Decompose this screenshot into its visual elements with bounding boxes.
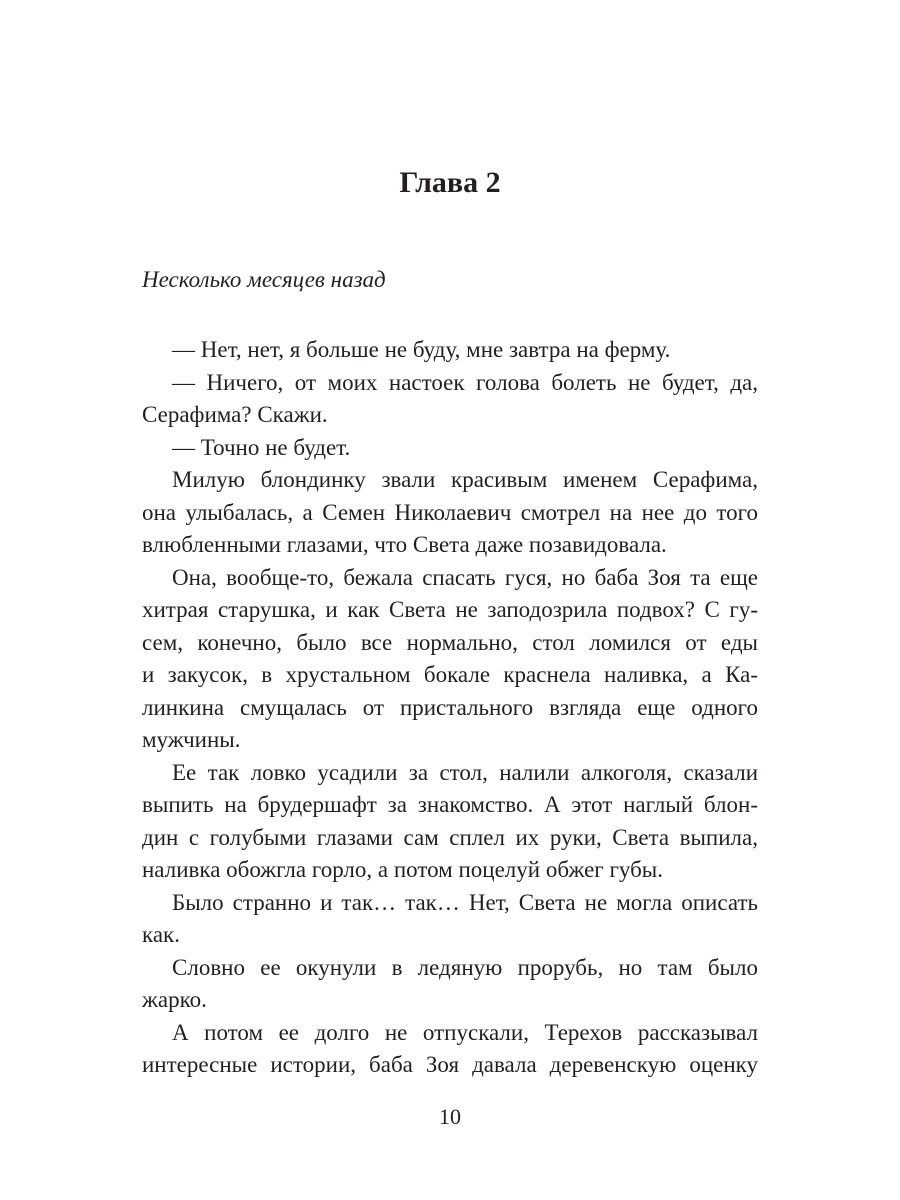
paragraph	[142, 464, 758, 562]
text-line: как.	[142, 922, 180, 947]
paragraph	[142, 367, 758, 432]
chapter-subtitle: Несколько месяцев назад	[142, 267, 386, 292]
paragraph	[142, 432, 758, 465]
paragraph	[142, 952, 758, 1017]
text-line: выпить на брудершафт за знакомство. А этот наглый блон-	[142, 792, 758, 817]
text-line: влюбленными глазами, что Света даже позавидовала.	[142, 532, 667, 557]
body-text	[142, 334, 758, 1082]
text-line: наливка обожгла горло, а потом поцелуй обжег губы.	[142, 857, 663, 882]
text-line: мужчины.	[142, 727, 241, 752]
text-line: Серафима? Скажи.	[142, 402, 328, 427]
text-line: Было странно и так… так… Нет, Света не могла описать	[172, 889, 758, 915]
text-line: Она, вообще-то, бежала спасать гуся, но баба Зоя та еще	[172, 564, 758, 590]
text-line: — Нет, нет, я больше не буду, мне завтра на ферму.	[172, 337, 671, 362]
paragraph	[142, 1017, 758, 1082]
text-line: дин с голубыми глазами сам сплел их руки, Света выпила,	[142, 824, 758, 850]
paragraph	[142, 887, 758, 952]
text-line: жарко.	[142, 987, 207, 1012]
chapter-title: Глава 2	[399, 166, 501, 199]
text-line: хитрая старушка, и как Света не заподозрила подвох? С гу-	[142, 597, 758, 622]
text-line: Милую блондинку звали красивым именем Серафима,	[172, 467, 758, 492]
paragraph	[142, 562, 758, 757]
text-line: линкина смущалась от пристального взгляда еще одного	[142, 694, 758, 720]
paragraph	[142, 334, 758, 367]
text-line: интересные истории, баба Зоя давала деревенскую оценку	[142, 1052, 758, 1077]
text-line: она улыбалась, а Семен Николаевич смотрел на нее до того	[142, 499, 758, 525]
page-number: 10	[439, 1104, 461, 1129]
text-line: — Точно не будет.	[172, 434, 351, 460]
text-line: сем, конечно, было все нормально, стол ломился от еды	[142, 629, 758, 655]
text-line: Словно ее окунули в ледяную прорубь, но там было	[172, 954, 758, 980]
paragraph	[142, 757, 758, 887]
text-line: и закусок, в хрустальном бокале краснела наливка, а Ка-	[142, 662, 758, 687]
text-line: Ее так ловко усадили за стол, налили алкоголя, сказали	[172, 759, 758, 785]
text-line: А потом ее долго не отпускали, Терехов рассказывал	[172, 1019, 758, 1045]
text-line: — Ничего, от моих настоек голова болеть не будет, да,	[172, 369, 758, 395]
